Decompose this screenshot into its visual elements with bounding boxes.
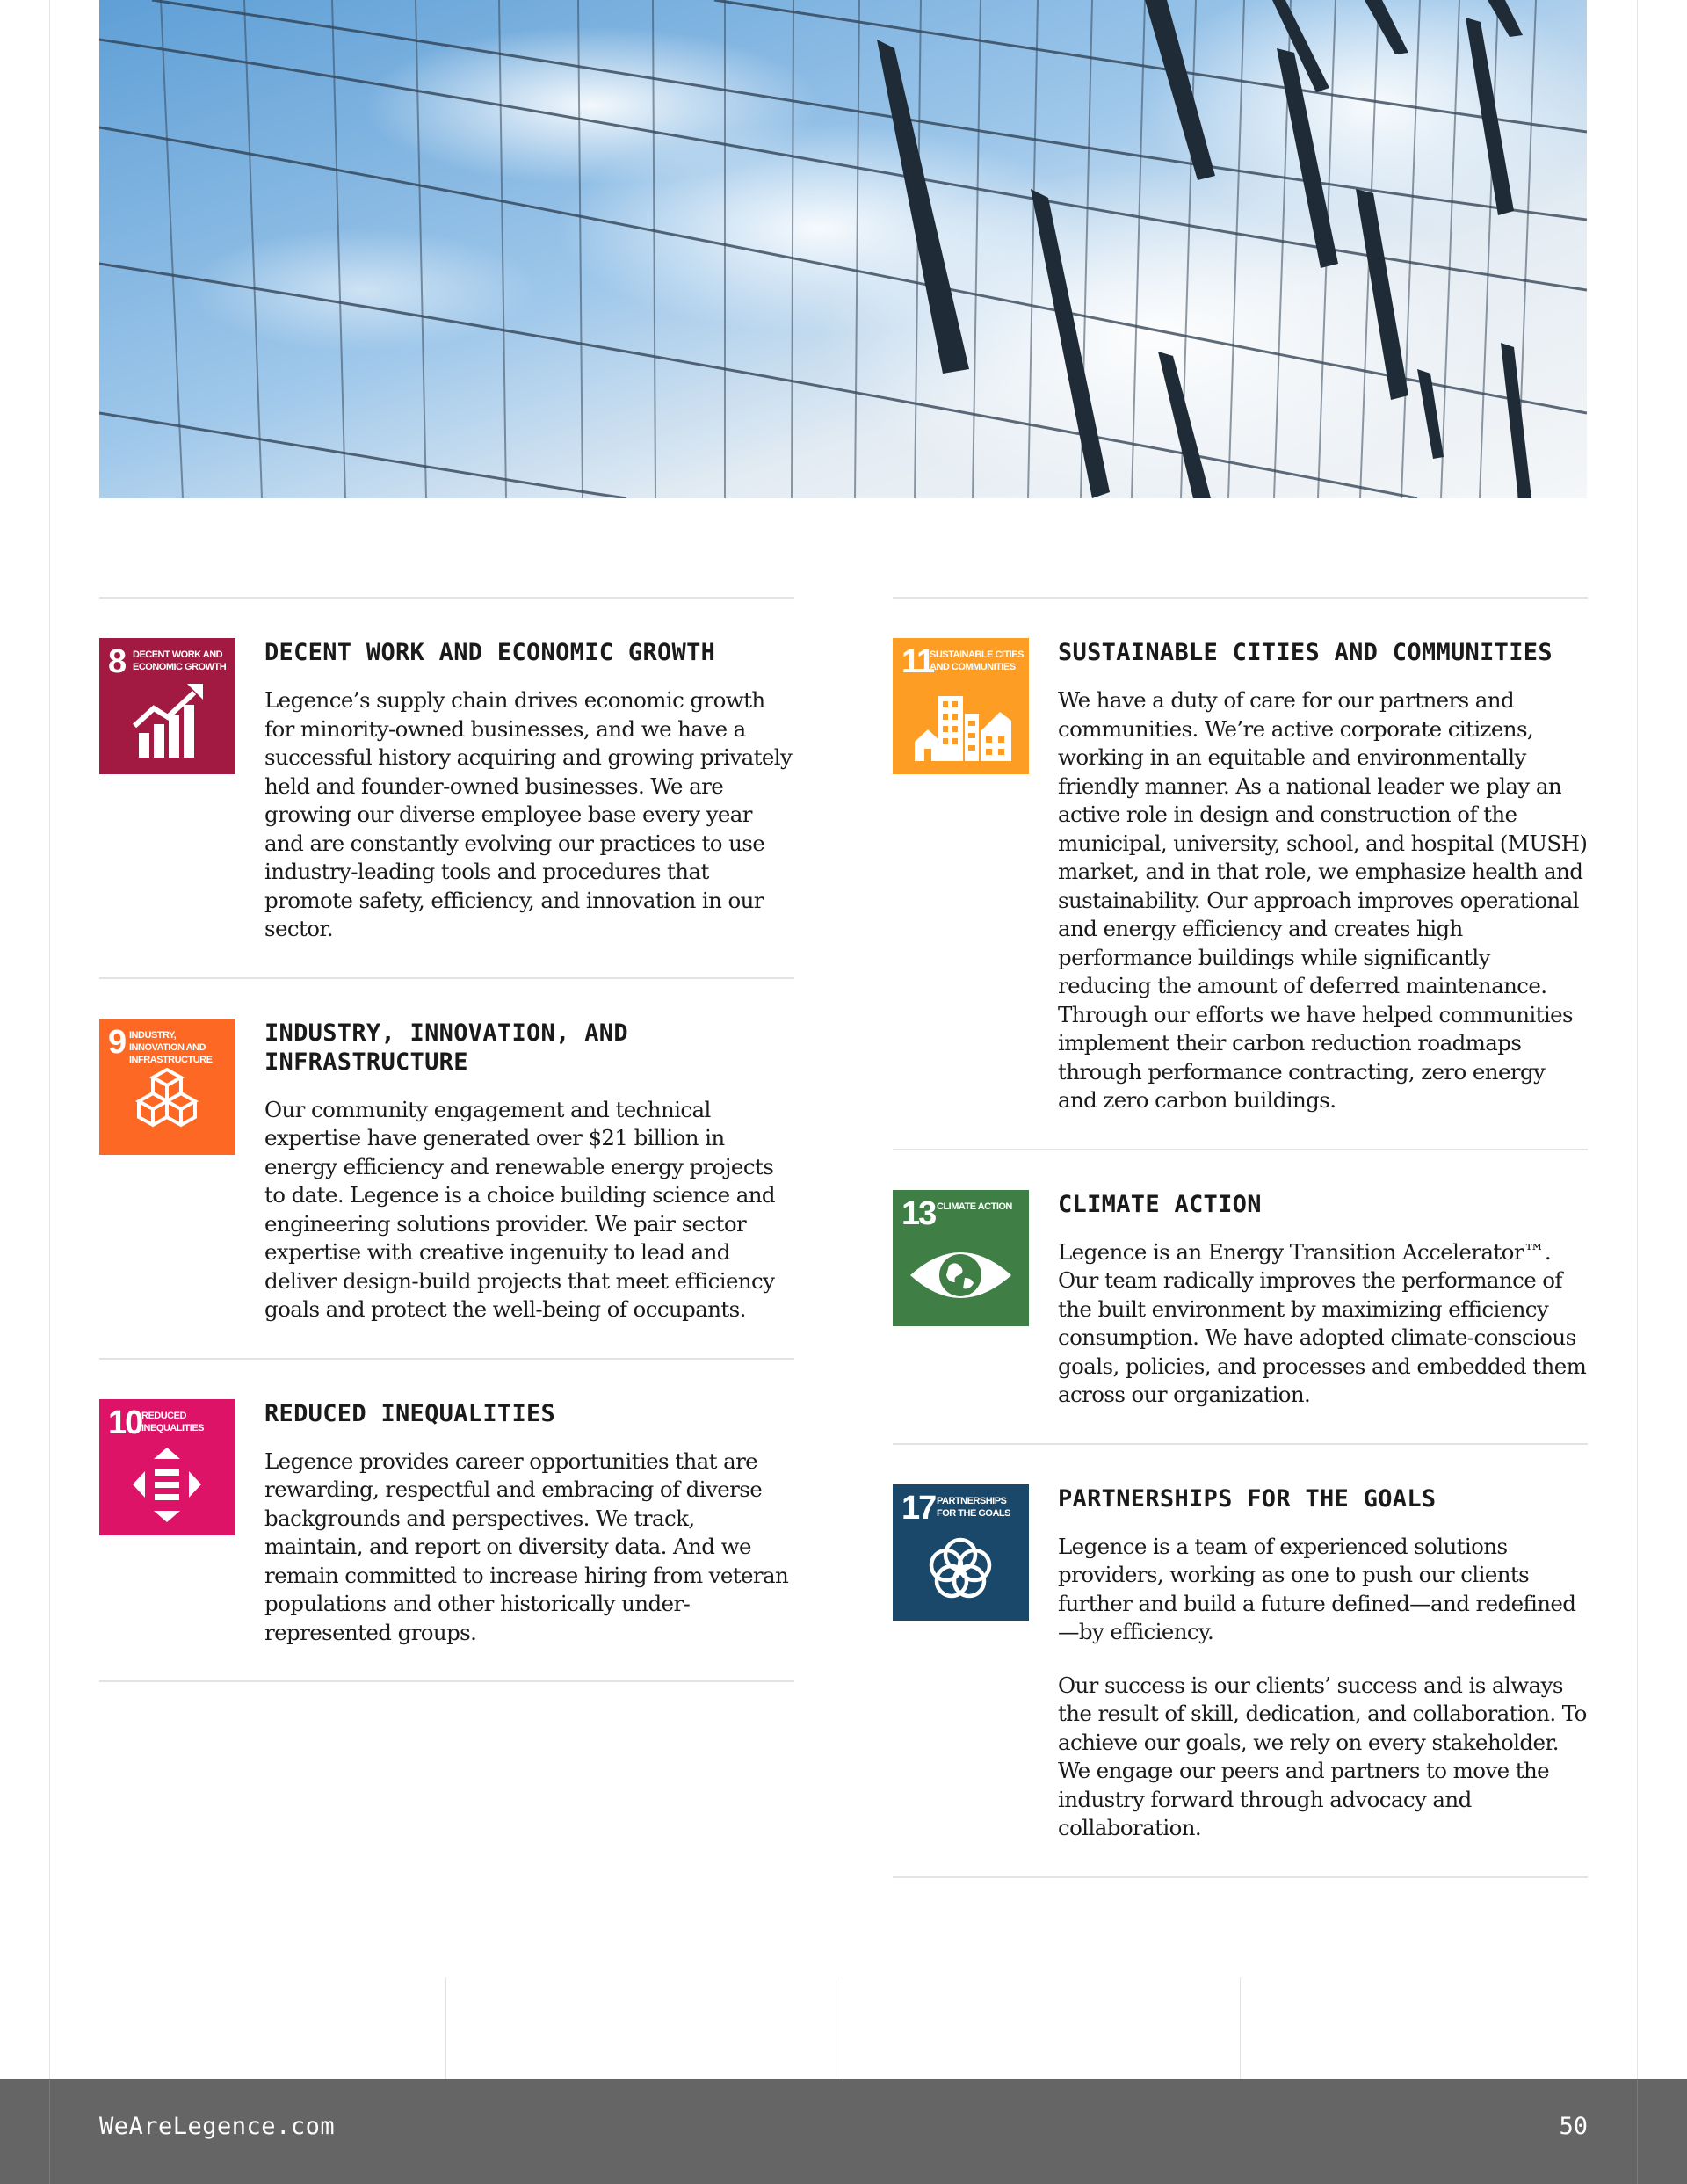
goal-heading: INDUSTRY, INNOVATION, AND INFRASTRUCTURE [264, 1019, 628, 1076]
goal-heading: SUSTAINABLE CITIES AND COMMUNITIES [1058, 639, 1553, 666]
sdg-number: 17 [901, 1489, 936, 1527]
goal-heading: CLIMATE ACTION [1058, 1190, 1262, 1218]
goal-heading: PARTNERSHIPS FOR THE GOALS [1058, 1484, 1437, 1513]
sdg-number: 9 [108, 1023, 126, 1061]
column-rule [843, 1977, 844, 2079]
sdg-number: 13 [901, 1194, 936, 1232]
sdg-tile-8 [99, 638, 235, 774]
sdg-tile-11 [893, 638, 1029, 774]
goal-item-8 [99, 597, 794, 977]
goal-item-10 [99, 1358, 794, 1683]
city-buildings-icon [893, 638, 1029, 774]
page-footer [0, 2079, 1687, 2184]
goal-item-11 [893, 597, 1588, 1149]
column-rule [445, 1977, 446, 2079]
goal-item-9 [99, 977, 794, 1358]
goals-column-left [99, 597, 794, 1682]
sdg-tile-label: DECENT WORK AND ECONOMIC GROWTH [133, 649, 227, 673]
sdg-tile-10 [99, 1399, 235, 1535]
footer-rule [1637, 2079, 1638, 2184]
footer-website-link[interactable]: WeAreLegence.com [99, 2113, 336, 2140]
sdg-number: 10 [108, 1404, 142, 1441]
sdg-tile-label: CLIMATE ACTION [937, 1201, 1012, 1212]
goal-heading: DECENT WORK AND ECONOMIC GROWTH [264, 639, 716, 666]
goal-description: Our success is our clients’ success and is always the result of skill, dedication, and collaboration. To achieve our goals, we rely on every stakeholder. We engage our peers and partners to move the industry forward through advocacy and collaboration. [1058, 1672, 1587, 1840]
page-number: 50 [1559, 2113, 1588, 2140]
equality-arrows-icon [99, 1399, 235, 1535]
goal-description: Our community engagement and technical expertise have generated over $21 billion in energy efficiency and renewable energy projects to date. Legence is a choice building science and engineering solutions provider. We pair sector expertise with creative ingenuity to lead and deliver design-build projects that meet efficiency goals and protect the well-being of occupants. [264, 1096, 776, 1322]
growth-chart-icon [99, 638, 235, 774]
hero-building-photo [99, 0, 1587, 498]
goal-description: Legence is a team of experienced solutions providers, working as one to push our clients further and build a future defined—and redefined—by efficiency. [1058, 1533, 1576, 1644]
right-margin-rule [1637, 0, 1638, 2079]
goal-description: Legence provides career opportunities that are rewarding, respectful and embracing of diverse backgrounds and perspectives. We track, maintain, and report on diversity data. And we remain committed to increase hiring from veteran populations and other historically under-represented groups. [264, 1448, 789, 1645]
sdg-tile-13 [893, 1190, 1029, 1326]
sdg-number: 8 [108, 643, 126, 680]
goal-item-17 [893, 1443, 1588, 1878]
sdg-number: 11 [901, 643, 934, 680]
earth-eye-icon [893, 1190, 1029, 1326]
sdg-tile-9 [99, 1019, 235, 1155]
glass-facade-illustration [99, 0, 1587, 498]
column-rule [1240, 1977, 1241, 2079]
sdg-tile-label: REDUCED INEQUALITIES [141, 1410, 205, 1433]
goal-description: Legence is an Energy Transition Accelerator™. Our team radically improves the performance of the built environment by maximizing efficiency consumption. We have adopted climate-conscious goals, policies, and processes and embedded them across our organization. [1058, 1238, 1587, 1407]
goal-description: We have a duty of care for our partners and communities. We’re active corporate citizens, working in an equitable and environmentally friendly manner. As a national leader we play an active role in design and construction of the municipal, university, school, and hospital (MUSH) market, and in that role, we emphasize health and sustainability. Our approach improves operational and energy efficiency and creates high performance buildings while significantly reducing the amount of deferred maintenance. Through our efforts we have helped communities implement their carbon reduction roadmaps through performance contracting, zero energy and zero carbon buildings. [1058, 687, 1588, 1113]
goal-item-13 [893, 1149, 1588, 1443]
left-margin-rule [49, 0, 50, 2079]
stacked-cubes-icon [99, 1019, 235, 1155]
sdg-tile-label: PARTNERSHIPS FOR THE GOALS [937, 1495, 1010, 1519]
sdg-tile-label: SUSTAINABLE CITIES AND COMMUNITIES [930, 649, 1024, 673]
goals-column-right [893, 597, 1588, 1878]
sdg-tile-label: INDUSTRY, INNOVATION AND INFRASTRUCTURE [129, 1029, 213, 1066]
goal-heading: REDUCED INEQUALITIES [264, 1399, 556, 1427]
interlocking-rings-icon [893, 1484, 1029, 1621]
footer-rule [49, 2079, 50, 2184]
goal-description: Legence’s supply chain drives economic growth for minority-owned businesses, and we have a successful history acquiring and growing privately held and founder-owned businesses. We are growing our diverse employee base every year and are constantly evolving our practices to use industry-leading tools and procedures that promote safety, efficiency, and innovation in our sector. [264, 687, 793, 941]
sdg-tile-17 [893, 1484, 1029, 1621]
